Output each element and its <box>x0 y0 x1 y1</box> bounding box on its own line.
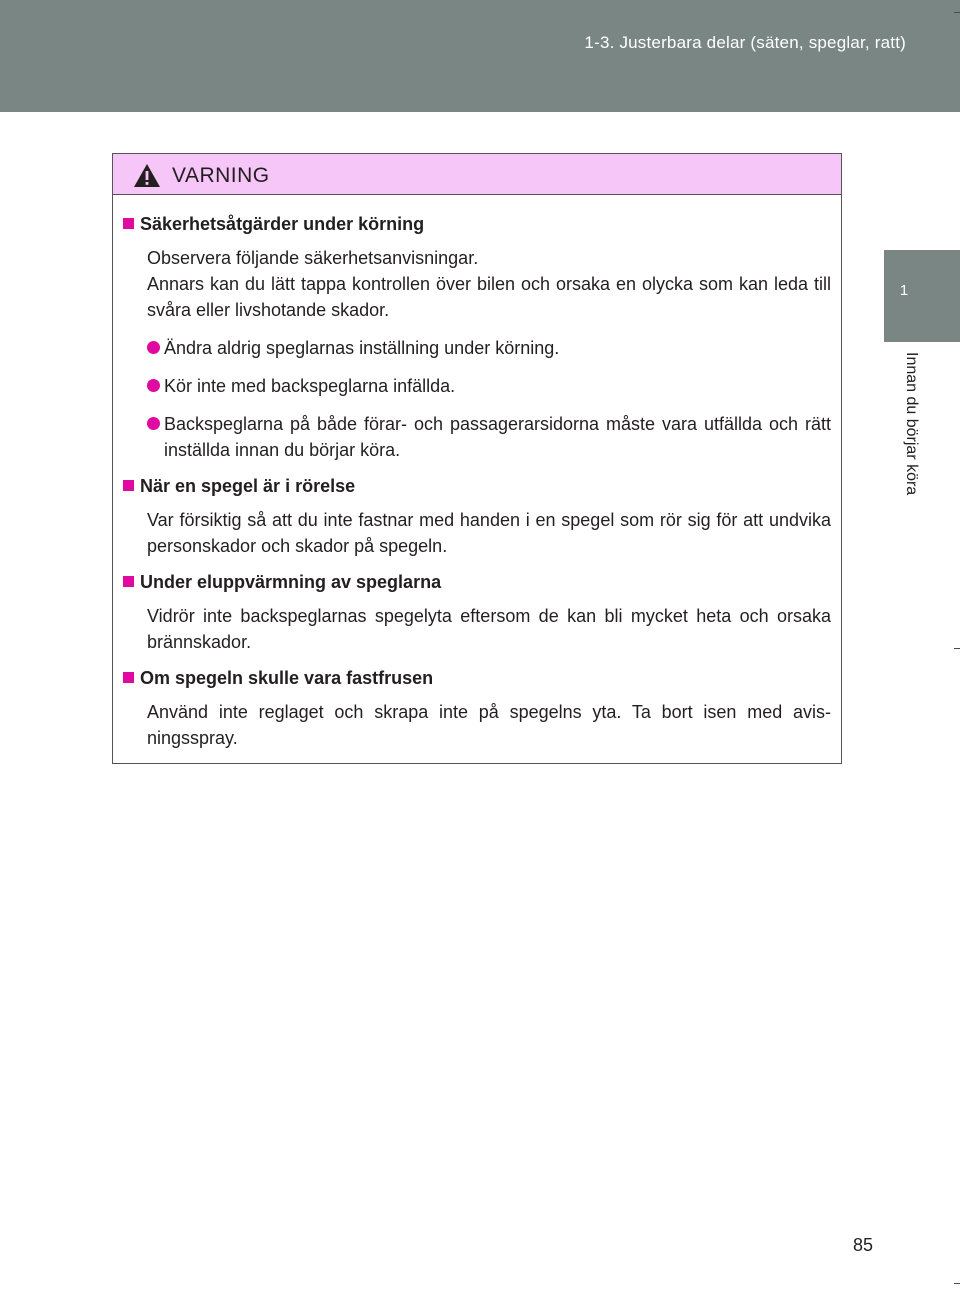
bullet-item: Ändra aldrig speglarnas inställning under körning. <box>147 335 831 361</box>
section-heading: När en spegel är i rörelse <box>123 473 831 499</box>
crop-mark <box>954 12 960 13</box>
square-bullet-icon <box>123 218 134 229</box>
square-bullet-icon <box>123 480 134 491</box>
section-heading: Under eluppvärmning av speglarna <box>123 569 831 595</box>
crop-mark <box>954 648 960 649</box>
warning-box <box>112 153 842 764</box>
chapter-number: 1 <box>899 282 909 299</box>
section-paragraph: Var försiktig så att du inte fastnar med handen i en spegel som rör sig för att undvika personskador och skador på spegeln. <box>147 510 831 556</box>
bullet-item: Backspeglarna på både förar- och passagerarsidorna måste vara utfällda och rätt inställda innan du börjar köra. <box>147 411 831 463</box>
crop-mark <box>954 1283 960 1284</box>
warning-title: VARNING <box>172 164 270 187</box>
warning-header <box>113 154 841 195</box>
bullet-item: Kör inte med backspeglarna infällda. <box>147 373 831 399</box>
round-bullet-icon <box>147 341 160 354</box>
round-bullet-icon <box>147 417 160 430</box>
square-bullet-icon <box>123 672 134 683</box>
section-title: 1-3. Justerbara delar (säten, speglar, ratt) <box>584 33 906 52</box>
section-paragraph: Observera följande säkerhetsanvisningar. Annars kan du lätt tappa kontrollen över bilen och orsaka en olycka som kan leda till svåra eller livshotande skador. <box>147 248 831 320</box>
page-number: 85 <box>852 1235 873 1255</box>
warning-body <box>113 195 841 751</box>
chapter-label: Innan du börjar köra <box>903 352 920 496</box>
square-bullet-icon <box>123 576 134 587</box>
section-paragraph: Vidrör inte backspeglarnas spegelyta eftersom de kan bli mycket heta och orsaka brännskador. <box>147 606 831 652</box>
header-band <box>0 0 960 112</box>
section-heading: Säkerhetsåtgärder under körning <box>123 211 831 237</box>
section-paragraph: Använd inte reglaget och skrapa inte på spegelns yta. Ta bort isen med avis- ningsspray. <box>147 702 831 748</box>
section-heading: Om spegeln skulle vara fastfrusen <box>123 665 831 691</box>
warning-triangle-icon <box>133 163 161 188</box>
round-bullet-icon <box>147 379 160 392</box>
